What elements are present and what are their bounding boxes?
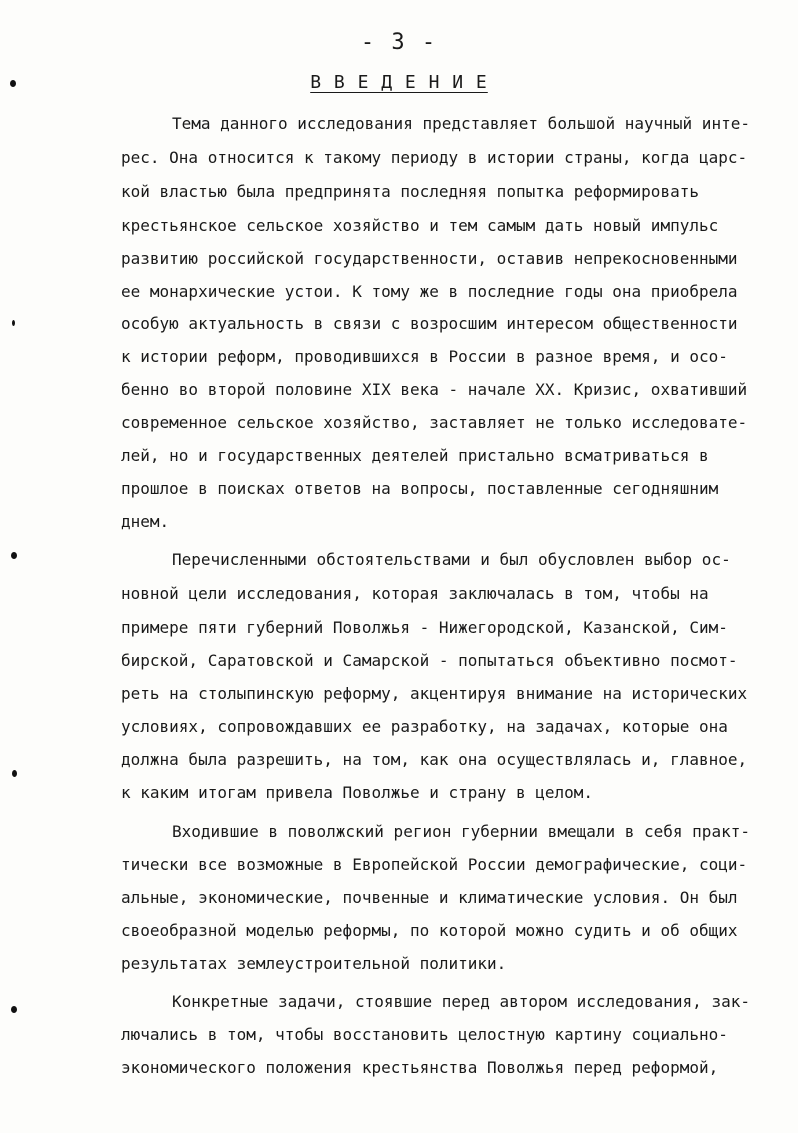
margin-mark bbox=[10, 80, 16, 87]
text-line: днем. bbox=[121, 512, 170, 531]
text-line: своеобразной моделью реформы, по которой можно судить и об общих bbox=[121, 921, 738, 940]
text-line: крестьянское сельское хозяйство и тем самым дать новый импульс bbox=[121, 216, 719, 235]
text-line: бирской, Саратовской и Самарской - попытаться объективно посмот- bbox=[121, 651, 738, 670]
text-line: альные, экономические, почвенные и климатические условия. Он был bbox=[121, 888, 738, 907]
section-heading: В В Е Д Е Н И Е bbox=[310, 72, 488, 93]
text-line: Перечисленными обстоятельствами и был обусловлен выбор ос- bbox=[172, 550, 731, 569]
text-line: ее монархические устои. К тому же в последние годы она приобрела bbox=[121, 282, 738, 301]
margin-mark bbox=[11, 1006, 17, 1013]
text-line: к каким итогам привела Поволжье и страну в целом. bbox=[121, 783, 594, 802]
text-line: Входившие в поволжский регион губернии вмещали в себя практ- bbox=[172, 822, 750, 841]
text-line: должна была разрешить, на том, как она осуществлялась и, главное, bbox=[121, 750, 748, 769]
text-line: кой властью была предпринята последняя попытка реформировать bbox=[121, 182, 699, 201]
text-line: лючались в том, чтобы восстановить целостную картину социально- bbox=[121, 1025, 728, 1044]
margin-mark bbox=[12, 320, 15, 326]
text-line: бенно во второй половине XIX века - начале XX. Кризис, охвативший bbox=[121, 380, 748, 399]
page-number: - 3 - bbox=[360, 30, 438, 55]
text-line: Тема данного исследования представляет большой научный инте- bbox=[172, 114, 750, 133]
text-line: современное сельское хозяйство, заставляет не только исследовате- bbox=[121, 413, 748, 432]
text-line: развитию российской государственности, оставив непрекосновенными bbox=[121, 249, 738, 268]
margin-mark bbox=[11, 552, 17, 559]
text-line: прошлое в поисках ответов на вопросы, поставленные сегодняшним bbox=[121, 479, 719, 498]
text-line: реть на столыпинскую реформу, акцентируя внимание на исторических bbox=[121, 684, 748, 703]
text-line: рес. Она относится к такому периоду в истории страны, когда царс- bbox=[121, 148, 748, 167]
text-line: Конкретные задачи, стоявшие перед автором исследования, зак- bbox=[172, 992, 750, 1011]
text-line: тически все возможные в Европейской России демографические, соци- bbox=[121, 855, 748, 874]
margin-mark bbox=[12, 770, 17, 777]
text-line: примере пяти губерний Поволжья - Нижегородской, Казанской, Сим- bbox=[121, 618, 728, 637]
text-line: экономического положения крестьянства Поволжья перед реформой, bbox=[121, 1058, 719, 1077]
text-line: условиях, сопровождавших ее разработку, на задачах, которые она bbox=[121, 717, 728, 736]
text-line: лей, но и государственных деятелей пристально всматриваться в bbox=[121, 446, 709, 465]
text-line: особую актуальность в связи с возросшим интересом общественности bbox=[121, 314, 738, 333]
text-line: результатах землеустроительной политики. bbox=[121, 954, 507, 973]
text-line: новной цели исследования, которая заключалась в том, чтобы на bbox=[121, 584, 709, 603]
text-line: к истории реформ, проводившихся в России в разное время, и осо- bbox=[121, 347, 728, 366]
